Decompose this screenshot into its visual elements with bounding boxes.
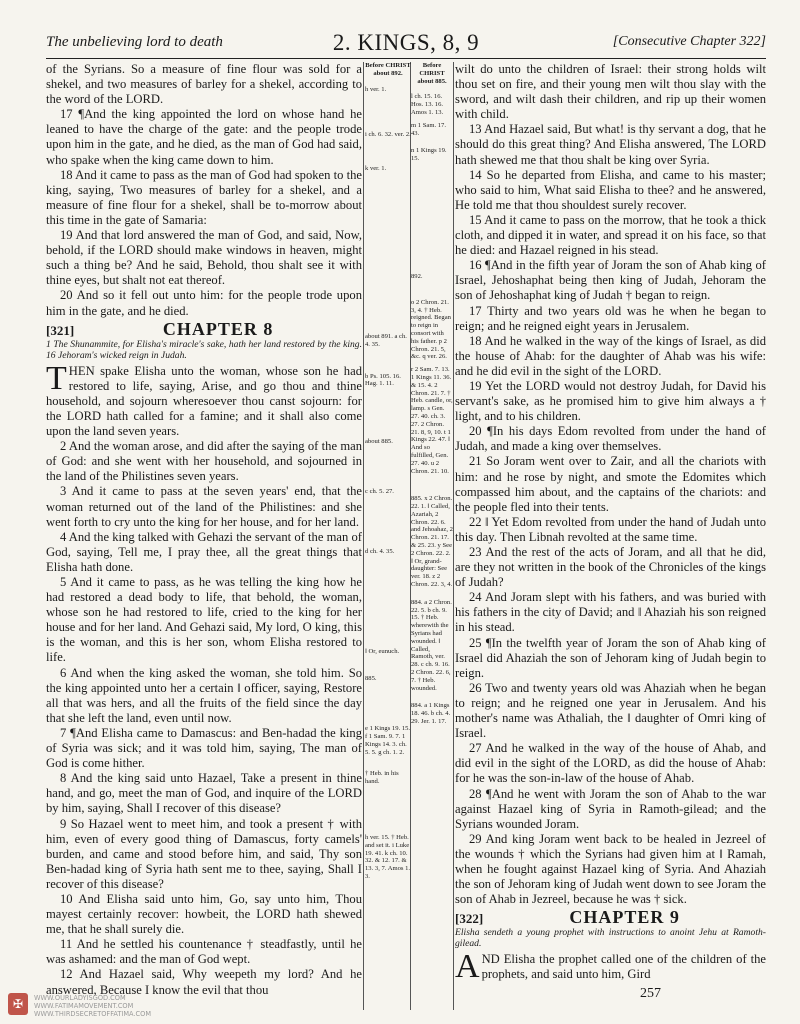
margin-header: Before CHRIST about 885. bbox=[417, 62, 447, 85]
verse bbox=[46, 359, 362, 439]
margin-note: k ver. 1. bbox=[365, 165, 387, 173]
margin-note: ‖ Or, eunuch. bbox=[365, 647, 400, 655]
margin-note: 885. bbox=[365, 675, 377, 683]
margin-note: † Heb. in his hand. bbox=[365, 770, 399, 786]
verse: 24 And Joram slept with his fathers, and was buried with his fathers in the city of David; and ‖ Ahaziah his son reigned in his stead. bbox=[455, 590, 766, 635]
margin-header: Before CHRIST about 892. bbox=[365, 62, 411, 77]
verse: 23 And the rest of the acts of Joram, and all that he did, are they not written in the book of the Chronicles of the kings of Judah? bbox=[455, 545, 766, 590]
watermark-line: WWW.THIRDSECRETOFFATIMA.COM bbox=[34, 1010, 152, 1019]
margin-note: d ch. 4. 35. bbox=[365, 547, 395, 555]
chapter-summary: Elisha sendeth a young prophet with instructions to anoint Jehu at Ramoth-gilead. bbox=[455, 927, 766, 950]
verse: 28 ¶And he went with Joram the son of Ahab to the war against Hazael king of Syria in Ramoth-gilead; and the Syrians wounded Joram. bbox=[455, 786, 766, 831]
verse: 3 And it came to pass at the seven years' end, that the woman returned out of the land of the Philistines: and she went forth to cry unto the king for her house, and for her land. bbox=[46, 484, 362, 529]
verse: 13 And Hazael said, But what! is thy servant a dog, that he should do this great thing? And Elisha answered, The LORD hath shewed me that thou shalt be king over Syria. bbox=[455, 122, 766, 167]
running-title: The unbelieving lord to death bbox=[46, 34, 223, 50]
verse: 4 And the king talked with Gehazi the servant of the man of God, saying, Tell me, I pray thee, all the great things that Elisha hath done. bbox=[46, 529, 362, 574]
chapter-title: CHAPTER 9 bbox=[569, 907, 680, 928]
verse: 12 And Hazael said, Why weepeth my lord? And he answered, Because I know the evil that thou bbox=[46, 967, 362, 997]
verse: 22 ‖ Yet Edom revolted from under the hand of Judah unto this day. Then Libnah revolted at the same time. bbox=[455, 514, 766, 544]
chapter-title: CHAPTER 8 bbox=[162, 318, 274, 339]
verse: 20 ¶In his days Edom revolted from under the hand of Judah, and made a king over themselves. bbox=[455, 424, 766, 454]
margin-references-right bbox=[411, 62, 453, 731]
margin-note: b Ps. 105. 16. Hag. 1. 11. bbox=[365, 372, 401, 388]
column-divider bbox=[453, 62, 454, 1010]
margin-note: about 891. a ch. 4. 35. bbox=[365, 332, 407, 348]
book-chapter-title: 2. KINGS, 8, 9 bbox=[332, 30, 480, 55]
margin-note: h ver. 15. † Heb. and set it. i Luke 19. 41. k ch. 10. 32. & 12. 17. & 13. 3, 7. Amos 1. 3. bbox=[365, 833, 411, 880]
watermark-line: WWW.FATIMAMOVEMENT.COM bbox=[34, 1002, 134, 1011]
margin-note: c ch. 5. 27. bbox=[365, 487, 394, 495]
page-header bbox=[46, 30, 766, 56]
margin-note: m 1 Sam. 17. 43. bbox=[411, 121, 446, 137]
verse: 26 Two and twenty years old was Ahaziah when he began to reign; and he reigned one year in Jerusalem. And his mother's name was Athaliah, the ‖ daughter of Omri king of Israel. bbox=[455, 680, 766, 741]
verse: 18 And he walked in the way of the kings of Israel, as did the house of Ahab: for the daughter of Ahab was his wife: and he did evil in the sight of the LORD. bbox=[455, 333, 766, 378]
watermark bbox=[34, 994, 284, 1019]
margin-note: 884. a 2 Chron. 22. 5. b ch. 9. 15. † Heb. wherewith the Syrians had wounded. ‖ Called, Ramoth, ver. 28. c ch. 9. 16. 2 Chron. 22. 6, 7. † Heb. wounded. bbox=[411, 598, 452, 692]
verse: 8 And the king said unto Hazael, Take a present in thine hand, and go, meet the man of God, and inquire of the LORD by him, saying, Shall I recover of this disease? bbox=[46, 771, 362, 816]
chapter-number: [321] bbox=[46, 322, 75, 338]
margin-note: 884. a 1 Kings 18. 46. b ch. 4. 29. Jer. 1. 17. bbox=[411, 702, 451, 726]
verse-text: ND Elisha the prophet called one of the children of the prophets, and said unto him, Gird bbox=[481, 952, 766, 982]
verse: 19 And that lord answered the man of God, and said, Now, behold, if the LORD should make windows in heaven, might such a thing be? And he said, Behold, thou shalt see it with thine eyes, but shalt not eat thereof. bbox=[46, 228, 362, 288]
verse: wilt do unto the children of Israel: their strong holds wilt thou set on fire, and their young men wilt thou slay with the sword, and wilt dash their children, and rip up their women with child. bbox=[455, 62, 766, 122]
watermark-line: WWW.OURLADYISGOD.COM bbox=[34, 994, 126, 1002]
verse: 10 And Elisha said unto him, Go, say unto him, Thou mayest certainly recover: howbeit, the LORD hath shewed me, that he shall surely die. bbox=[46, 891, 362, 937]
verse: 2 And the woman arose, and did after the saying of the man of God: and she went with her household, and sojourned in the land of the Philistines seven years. bbox=[46, 439, 362, 484]
consecutive-chapter: [Consecutive Chapter 322] bbox=[612, 34, 766, 49]
verse: 11 And he settled his countenance † steadfastly, until he was ashamed: and the man of God wept. bbox=[46, 937, 362, 967]
margin-note: e 1 Kings 19. 15. f 1 Sam. 9. 7. 1 Kings 14. 3. ch. 5. 5. g ch. 1. 2. bbox=[365, 725, 411, 756]
margin-note: h ver. 1. bbox=[365, 85, 387, 93]
verse: 20 And so it fell out unto him: for the people trode upon him in the gate, and he died. bbox=[46, 288, 362, 318]
verse: 7 ¶And Elisha came to Damascus: and Ben-hadad the king of Syria was sick; and it was told him, saying, The man of God is come hither. bbox=[46, 725, 362, 771]
verse: 21 So Joram went over to Zair, and all the chariots with him: and he rose by night, and smote the Edomites which compassed him about, and the captains of the chariots: and the people fled into their tents. bbox=[455, 454, 766, 514]
chapter-summary: 1 The Shunammite, for Elisha's miracle's sake, hath her land restored by the king. 16 Jehoram's wicked reign in Judah. bbox=[46, 338, 362, 361]
margin-note: i ch. 6. 32. ver. 2. bbox=[365, 131, 411, 139]
chapter-number: [322] bbox=[455, 911, 484, 927]
verse: 29 And king Joram went back to be healed in Jezreel of the wounds † which the Syrians had given him at ‖ Ramah, when he fought against Hazael king of Syria. And Ahaziah the son of Jehoram king of Judah went down to see Joram the son of Ahab in Jezreel, because he was † sick. bbox=[455, 831, 766, 907]
watermark-logo-icon: ✠ bbox=[8, 993, 28, 1015]
drop-cap: A bbox=[455, 948, 480, 986]
verse: of the Syrians. So a measure of fine flour was sold for a shekel, and two measures of barley for a shekel, according to the word of the LORD. bbox=[46, 62, 362, 107]
verse bbox=[455, 948, 766, 986]
verse: 9 So Hazael went to meet him, and took a present † with him, even of every good thing of Damascus, forty camels' burden, and came and stood before him, and said, Thy son Ben-hadad king of Syria hath sent me to thee, saying, Shall I recover of this disease? bbox=[46, 816, 362, 891]
verse: 14 So he departed from Elisha, and came to his master; who said to him, What said Elisha to thee? and he answered, He told me that thou shouldest surely recover. bbox=[455, 167, 766, 212]
page-number: 257 bbox=[640, 986, 661, 1001]
verse: 16 ¶And in the fifth year of Joram the son of Ahab king of Israel, Jehoshaphat being then king of Judah, Jehoram the son of Jehoshaphat king of Judah † began to reign. bbox=[455, 258, 766, 303]
verse: 17 Thirty and two years old was he when he began to reign; and he reigned eight years in Jerusalem. bbox=[455, 303, 766, 333]
verse: 6 And when the king asked the woman, she told him. So the king appointed unto her a certain ‖ officer, saying, Restore all that was hers, and all the fruits of the field since the day that she left the land, even until now. bbox=[46, 665, 362, 725]
drop-cap: T bbox=[46, 359, 67, 397]
margin-note: n 1 Kings 19. 15. bbox=[411, 147, 447, 163]
verse-text: HEN spake Elisha unto the woman, whose son he had restored to life, saying, Arise, and go thou and thine household, and sojourn wheresoever thou canst sojourn: for the LORD hath called for a famine; and it shall also come upon the land seven years. bbox=[46, 363, 362, 439]
margin-note: l ch. 15. 16. Hos. 13. 16. Amos 1. 13. bbox=[411, 93, 444, 116]
verse: 15 And it came to pass on the morrow, that he took a thick cloth, and dipped it in water, and spread it on his face, so that he died: and Hazael reigned in his stead. bbox=[455, 212, 766, 258]
verse: 19 Yet the LORD would not destroy Judah, for David his servant's sake, as he promised him to give him always a † light, and to his children. bbox=[455, 378, 766, 424]
verse: 17 ¶And the king appointed the lord on whose hand he leaned to have the charge of the gate: and the people trode upon him in the gate, and he died, as the man of God had said, who spake when the king came down to him. bbox=[46, 107, 362, 167]
text-column-left bbox=[46, 62, 362, 998]
header-rule bbox=[46, 58, 766, 59]
margin-note: o 2 Chron. 21. 3, 4. † Heb. reigned. Began to reign in consort with his father. p 2 Chron. 21. 5, &c. q ver. 26. bbox=[411, 298, 451, 361]
margin-references-left bbox=[365, 62, 411, 886]
chapter-heading bbox=[455, 907, 766, 928]
verse: 27 And he walked in the way of the house of Ahab, and did evil in the sight of the LORD, as did the house of Ahab: for he was the son-in-law of the house of Ahab. bbox=[455, 741, 766, 786]
verse: 18 And it came to pass as the man of God had spoken to the king, saying, Two measures of barley for a shekel, and a measure of fine flour for a shekel, shall be to-morrow about this time in the gate of Samaria: bbox=[46, 167, 362, 227]
margin-note: about 885. bbox=[365, 438, 393, 446]
margin-note: 885. x 2 Chron. 22. 1. ‖ Called, Azariah, 2 Chron. 22. 6. and Jehoahaz, 2 Chron. 21. 17. & 25. 23. y See 2 Chron. 22. 2. ‖ Or, grand-daughter: See ver. 18. z 2 Chron. 22. 3, 4. bbox=[411, 495, 453, 589]
margin-note: r 2 Sam. 7. 13. 1 Kings 11. 36. & 15. 4. 2 Chron. 21. 7. † Heb. candle, or, lamp. s Gen. 27. 40. ch. 3. 27. 2 Chron. 21. 8, 9, 10. t 1 Kings 22. 47. ‖ And so fulfilled, Gen. 27. 40. u 2 Chron. 21. 10. bbox=[411, 366, 453, 475]
verse: 25 ¶In the twelfth year of Joram the son of Ahab king of Israel did Ahaziah the son of Jehoram king of Judah begin to reign. bbox=[455, 635, 766, 680]
verse: 5 And it came to pass, as he was telling the king how he had restored a dead body to life, that behold, the woman, whose son he had restored to life, cried to the king for her house and for her land. And Gehazi said, My lord, O king, this is the woman, and this is her son, whom Elisha restored to life. bbox=[46, 575, 362, 665]
margin-note: 892. bbox=[411, 272, 423, 280]
chapter-heading bbox=[46, 318, 362, 339]
text-column-right bbox=[455, 62, 766, 986]
column-divider bbox=[363, 62, 364, 1010]
